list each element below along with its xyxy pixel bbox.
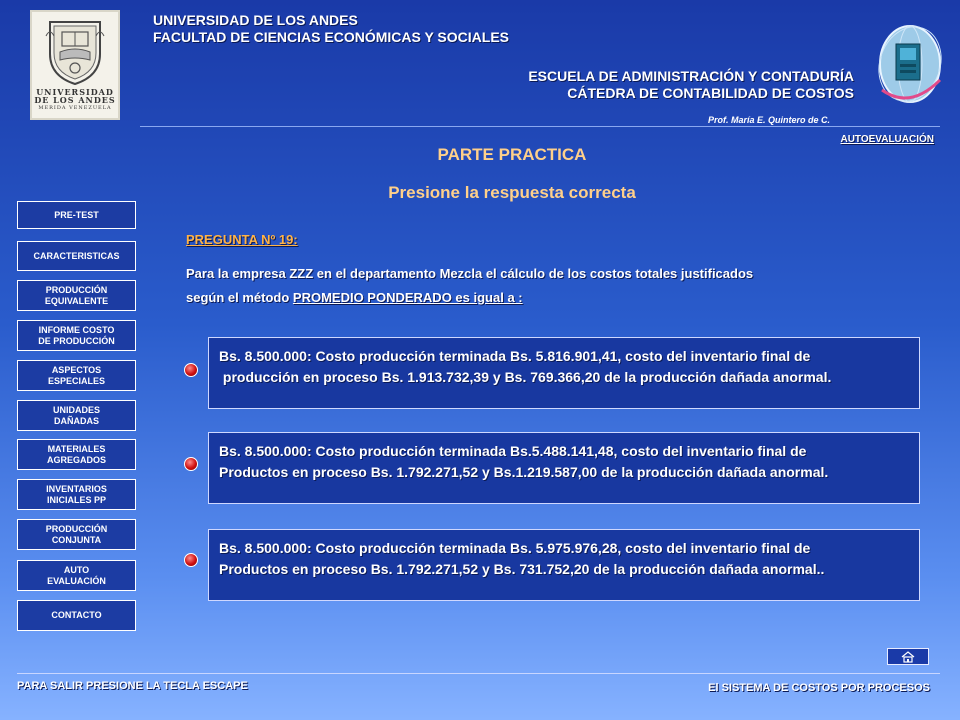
nav-label: AUTO	[63, 564, 90, 575]
answer-line: Productos en proceso Bs. 1.792.271,52 y Bs. 731.752,20 de la producción dañada anormal..	[219, 561, 825, 577]
nav-label: ASPECTOS	[51, 364, 102, 375]
autoevaluacion-link[interactable]: AUTOEVALUACIÓN	[840, 134, 934, 145]
nav-label: CONTACTO	[51, 610, 102, 620]
header-divider	[140, 126, 940, 127]
nav-label: CARACTERISTICAS	[33, 250, 120, 261]
home-button[interactable]	[887, 648, 929, 665]
answer-option-1[interactable]	[208, 337, 920, 409]
footer-divider	[17, 673, 940, 674]
home-icon	[901, 651, 915, 663]
nav-materiales-agregados[interactable]	[17, 439, 136, 470]
nav-label: EVALUACIÓN	[47, 575, 106, 586]
answer-line: producción en proceso Bs. 1.913.732,39 y Bs. 769.366,20 de la producción dañada anormal.	[219, 369, 832, 385]
header-department	[528, 68, 854, 102]
answer-option-3[interactable]	[208, 529, 920, 601]
answer-1-bullet-icon[interactable]	[184, 363, 198, 377]
page-instruction: Presione la respuesta correcta	[388, 183, 636, 202]
question-text	[186, 262, 906, 310]
nav-pre-test[interactable]	[17, 201, 136, 229]
nav-label: CONJUNTA	[51, 534, 102, 545]
answer-3-bullet-icon[interactable]	[184, 553, 198, 567]
nav-label: DE PRODUCCIÓN	[38, 335, 115, 346]
professor-name: Prof. María E. Quintero de C.	[708, 115, 831, 125]
logo-text-3: MERIDA VENEZUELA	[38, 105, 112, 111]
nav-label: EQUIVALENTE	[44, 295, 109, 306]
nav-produccion-equivalente[interactable]	[17, 280, 136, 311]
question-line-2a: según el método	[186, 290, 293, 305]
nav-label: PRODUCCIÓN	[45, 523, 108, 534]
answer-line: Productos en proceso Bs. 1.792.271,52 y Bs.1.219.587,00 de la producción dañada anormal.	[219, 464, 829, 480]
question-line-1: Para la empresa ZZZ en el departamento Mezcla el cálculo de los costos totales justificados	[186, 266, 754, 281]
nav-aspectos-especiales[interactable]	[17, 360, 136, 391]
school-name: ESCUELA DE ADMINISTRACIÓN Y CONTADURÍA	[528, 68, 854, 84]
system-name: El SISTEMA DE COSTOS POR PROCESOS	[708, 682, 930, 694]
nav-caracteristicas[interactable]	[17, 241, 136, 271]
nav-contacto[interactable]	[17, 600, 136, 631]
nav-label: INICIALES PP	[46, 494, 106, 505]
page-title: PARTE PRACTICA	[437, 145, 587, 164]
nav-label: PRE-TEST	[54, 209, 99, 220]
nav-label: INFORME COSTO	[38, 324, 115, 335]
answer-2-bullet-icon[interactable]	[184, 457, 198, 471]
question-line-2b: PROMEDIO PONDERADO es igual a :	[292, 290, 523, 305]
nav-label: MATERIALES	[47, 443, 106, 454]
globe-computer-icon	[874, 20, 944, 106]
answer-line: Bs. 8.500.000: Costo producción terminada Bs. 5.975.976,28, costo del inventario final de	[219, 540, 811, 556]
question-number: PREGUNTA Nº 19:	[186, 232, 298, 247]
faculty-name: FACULTAD DE CIENCIAS ECONÓMICAS Y SOCIALES	[153, 29, 509, 45]
logo-text-2: DE LOS ANDES	[34, 95, 116, 105]
nav-label: UNIDADES	[52, 404, 100, 415]
nav-label: INVENTARIOS	[46, 483, 107, 494]
chair-name: CÁTEDRA DE CONTABILIDAD DE COSTOS	[567, 85, 854, 101]
university-logo	[30, 10, 120, 120]
nav-informe-costo[interactable]	[17, 320, 136, 351]
exit-hint: PARA SALIR PRESIONE LA TECLA ESCAPE	[17, 680, 248, 692]
nav-label: PRODUCCIÓN	[45, 284, 108, 295]
answer-option-2[interactable]	[208, 432, 920, 504]
nav-label: DAÑADAS	[53, 415, 99, 426]
coat-of-arms-icon	[44, 16, 106, 86]
logo-text-1: UNIVERSIDAD	[36, 87, 114, 97]
nav-label: AGREGADOS	[46, 454, 106, 465]
nav-inventarios-iniciales[interactable]	[17, 479, 136, 510]
header-institution	[153, 12, 509, 46]
nav-auto-evaluacion[interactable]	[17, 560, 136, 591]
answer-line: Bs. 8.500.000: Costo producción terminada Bs. 5.816.901,41, costo del inventario final de	[219, 348, 811, 364]
nav-unidades-danadas[interactable]	[17, 400, 136, 431]
nav-produccion-conjunta[interactable]	[17, 519, 136, 550]
university-name: UNIVERSIDAD DE LOS ANDES	[153, 12, 358, 28]
question-line-2	[186, 286, 906, 310]
nav-label: ESPECIALES	[47, 375, 105, 386]
answer-line: Bs. 8.500.000: Costo producción terminada Bs.5.488.141,48, costo del inventario final de	[219, 443, 807, 459]
